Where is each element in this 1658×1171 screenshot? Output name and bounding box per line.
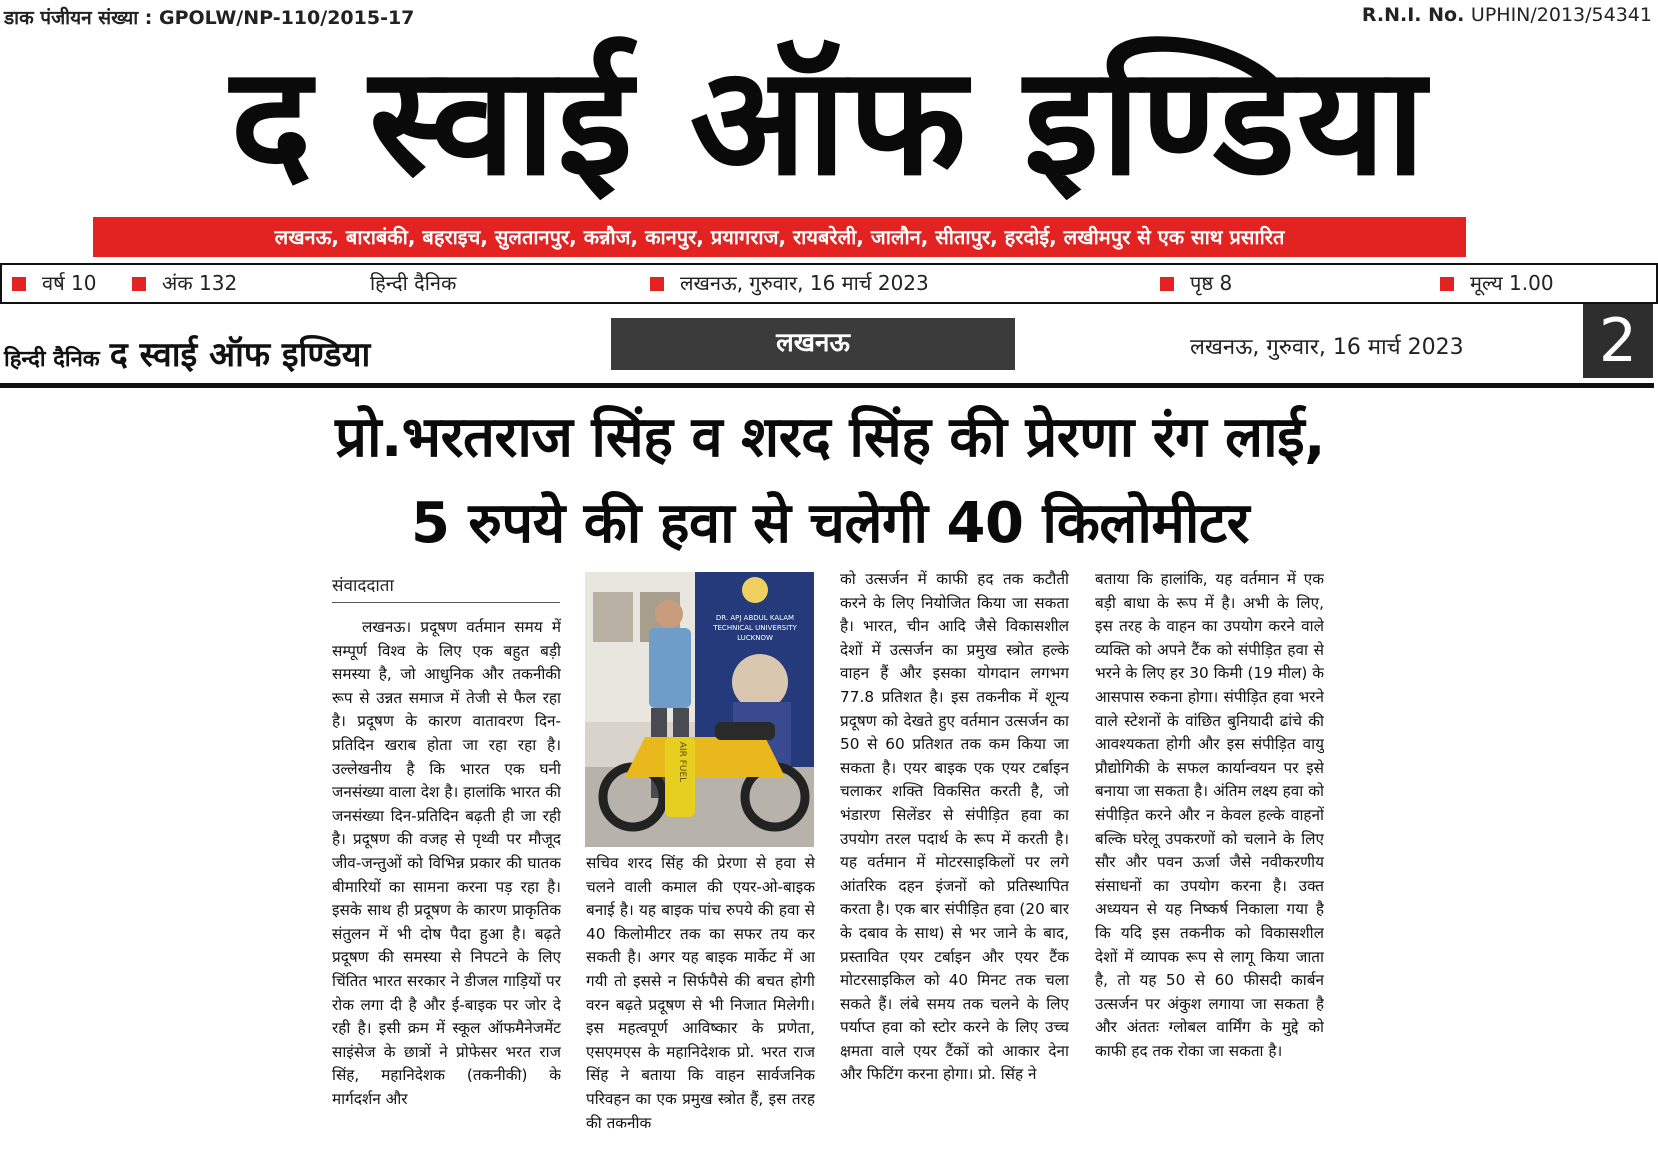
section-label: लखनऊ	[611, 318, 1015, 370]
newspaper-masthead: द स्वाई ऑफ इण्डिया	[230, 35, 1428, 209]
byline-divider	[332, 602, 560, 603]
year-item: वर्ष 10	[12, 265, 97, 302]
banner-line-2: TECHNICAL UNIVERSITY	[713, 624, 797, 632]
bullet-square-icon	[650, 277, 664, 291]
article-column-1: लखनऊ। प्रदूषण वर्तमान समय में सम्पूर्ण विश्व के लिए एक बहुत बड़ी समस्या है, जो आधुनिक और तकनीकी रूप से उन्नत समाज में तेजी से फैल रहा है। प्रदूषण के कारण वातावरण दिन-प्रतिदिन खराब होता जा रहा रहा है। उल्लेखनीय है कि भारत एक घनी जनसंख्या वाला देश है। हालांकि भारत की जनसंख्या दिन-प्रतिदिन बढ़ती ही जा रही है। प्रदूषण की वजह से पृथ्वी पर मौजूद जीव-जन्तुओं को विभिन्न प्रकार की घातक बीमारियों का सामना करना पड़ रहा है। इसके साथ ही प्रदूषण के कारण प्राकृतिक संतुलन में भी दोष पैदा हुआ है। बढ़ते प्रदूषण की समस्या से निपटने के लिए चिंतित भारत सरकार ने डीजल गाड़ियों पर रोक लगा दी है और ई-बाइक पर जोर दे रही है। इसी क्रम में स्कूल ऑफमैनेजमेंट साइंसेज के छात्रों ने प्रोफेसर भरत राज सिंह, महानिदेशक (तकनीकी) के मार्गदर्शन और	[332, 618, 561, 1108]
postal-registration: डाक पंजीयन संख्या : GPOLW/NP-110/2015-17	[4, 7, 415, 29]
bullet-square-icon	[1160, 277, 1174, 291]
issue-item: अंक 132	[132, 265, 237, 302]
cylinder-label: AIR FUEL	[677, 741, 687, 783]
daily-label: हिन्दी दैनिक	[4, 347, 100, 372]
place-date-item: लखनऊ, गुरुवार, 16 मार्च 2023	[650, 265, 929, 302]
article-photo	[585, 572, 814, 847]
paper-type: हिन्दी दैनिक	[370, 271, 457, 295]
pages-item: पृष्ठ 8	[1160, 265, 1232, 302]
issue-info-bar	[0, 263, 1658, 304]
article-headline: प्रो.भरतराज सिंह व शरद सिंह की प्रेरणा रंग लाई, 5 रुपये की हवा से चलेगी 40 किलोमीटर	[335, 405, 1325, 556]
paper-name: द स्वाई ऑफ इण्डिया	[109, 335, 371, 375]
air-bike-photo	[585, 572, 814, 847]
article-byline: संवाददाता	[332, 576, 394, 596]
bullet-square-icon	[12, 277, 26, 291]
editions-banner: लखनऊ, बाराबंकी, बहराइच, सुलतानपुर, कन्नौज, कानपुर, प्रयागराज, रायबरेली, जालौन, सीतापुर, हरदोई, लखीमपुर से एक साथ प्रसारित	[93, 217, 1466, 257]
page-header-brand	[4, 330, 370, 376]
page-number: 2	[1583, 304, 1653, 378]
article-column-4: बताया कि हालांकि, यह वर्तमान में एक बड़ी बाधा के रूप में है। अभी के लिए, इस तरह के वाहन का उपयोग करने वाले व्यक्ति को अपने टैंक को संपीड़ित हवा से भरने के लिए हर 30 किमी (19 मील) के आसपास रुकना होगा। संपीड़ित हवा भरने वाले स्टेशनों के वांछित बुनियादी ढांचे की आवश्यकता होगी और इस संपीड़ित वायु प्रौद्योगिकी के सफल कार्यान्वयन पर इसे बनाया जा सकता है। अंतिम लक्ष्य हवा को संपीड़ित करने और न केवल हल्के वाहनों बल्कि घरेलू उपकरणों को चलाने के लिए सौर और पवन ऊर्जा जैसे नवीकरणीय संसाधनों का उपयोग करना है। उक्त अध्ययन से यह निष्कर्ष निकाला गया है कि यदि इस तकनीक को विकासशील देशों में व्यापक रूप से लागू किया जाता है, तो यह 50 से 60 फीसदी कार्बन उत्सर्जन पर अंकुश लगाया जा सकता है और अंततः ग्लोबल वार्मिंग के मुद्दे को काफी हद तक रोका जा सकता है।	[1095, 570, 1324, 1060]
article-column-2: सचिव शरद सिंह की प्रेरणा से हवा से चलने वाली कमाल की एयर-ओ-बाइक बनाई है। यह बाइक पांच रुपये की हवा से 40 किलोमीटर तक का सफर तय कर सकती है। अगर यह बाइक मार्केट में आ गयी तो इससे न सिर्फपैसे की बचत होगी वरन बढ़ते प्रदूषण से भी निजात मिलेगी। इस महत्वपूर्ण आविष्कार के प्रणेता, एसएमएस के महानिदेशक प्रो. भरत राज सिंह ने बताया कि वाहन सार्वजनिक परिवहन का एक प्रमुख स्त्रोत हैं, इस तरह की तकनीक	[586, 854, 815, 1132]
bullet-square-icon	[132, 277, 146, 291]
banner-line-3: LUCKNOW	[737, 634, 773, 642]
bullet-square-icon	[1440, 277, 1454, 291]
banner-line-1: DR. APJ ABDUL KALAM	[715, 614, 795, 622]
price-item: मूल्य 1.00	[1440, 265, 1554, 302]
article-column-3: को उत्सर्जन में काफी हद तक कटौती करने के लिए नियोजित किया जा सकता है। भारत, चीन आदि जैसे विकासशील देशों में उत्सर्जन का प्रमुख स्त्रोत हल्के वाहन हैं और इसका योगदान लगभग 77.8 प्रतिशत है। इस तकनीक में शून्य प्रदूषण को देखते हुए वर्तमान उत्सर्जन का 50 से 60 प्रतिशत तक कम किया जा सकता है। एयर बाइक एक एयर टर्बाइन चलाकर शक्ति विकसित करती है, जो भंडारण सिलेंडर से संपीड़ित हवा का उपयोग तरल पदार्थ के रूप में करती है। यह वर्तमान में मोटरसाइकिलों पर लगे आंतरिक दहन इंजनों को प्रतिस्थापित करता है। एक बार संपीड़ित हवा (20 बार के दबाव के साथ) से भर जाने के बाद, प्रस्तावित एयर टर्बाइन और एयर टैंक मोटरसाइकिल को 40 मिनट तक चला सकते हैं। लंबे समय तक चलने के लिए पर्याप्त हवा को स्टोर करने के लिए उच्च क्षमता वाले एयर टैंकों को आकार देना और फिटिंग करना होगा। प्रो. सिंह ने	[840, 570, 1069, 1084]
header-rule	[0, 383, 1654, 388]
rni-value: UPHIN/2013/54341	[1470, 4, 1652, 26]
rni-label: R.N.I. No.	[1361, 4, 1465, 26]
page-date: लखनऊ, गुरुवार, 16 मार्च 2023	[1190, 335, 1464, 360]
